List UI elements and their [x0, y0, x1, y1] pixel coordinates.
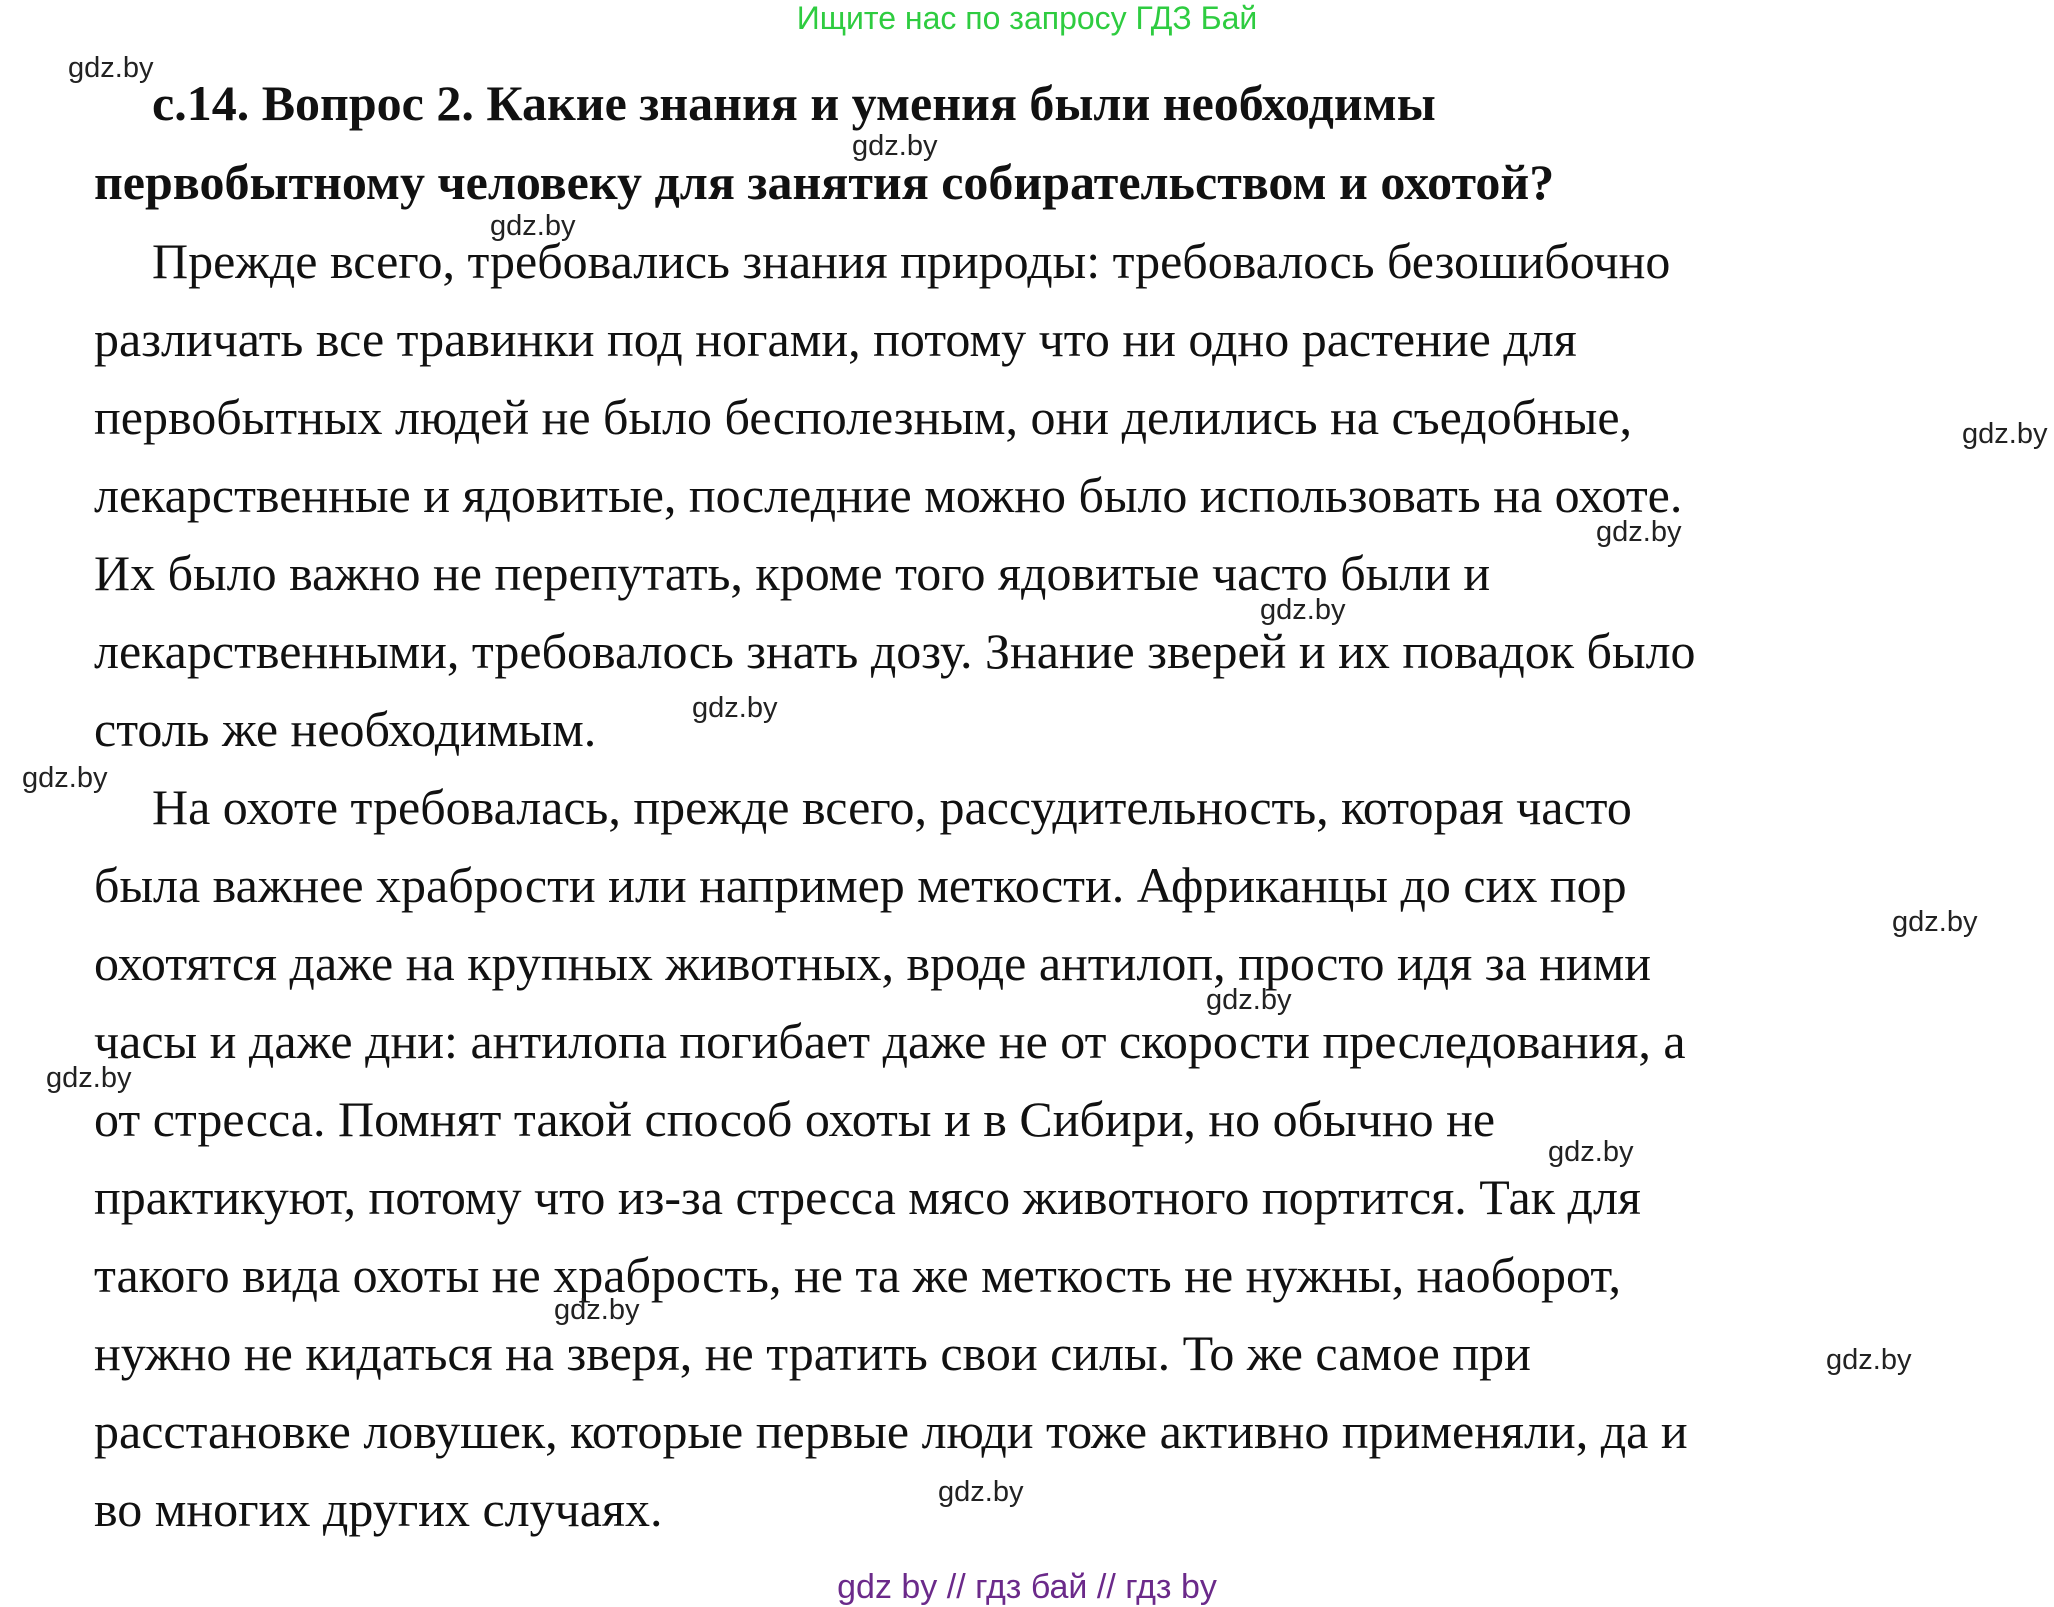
answer-line-4: лекарственные и ядовитые, последние можно было использовать на охоте.: [94, 467, 1683, 523]
answer-line-11: часы и даже дни: антилопа погибает даже не от скорости преследования, а: [94, 1013, 1686, 1069]
answer-line-6: лекарственными, требовалось знать дозу. Знание зверей и их повадок было: [94, 623, 1696, 679]
answer-line-9: была важнее храбрости или например меткости. Африканцы до сих пор: [94, 857, 1627, 913]
answer-line-17: во многих других случаях.: [94, 1481, 663, 1537]
watermark: gdz.by: [692, 692, 778, 724]
answer-line-2: различать все травинки под ногами, потому что ни одно растение для: [94, 311, 1577, 367]
answer-line-12: от стресса. Помнят такой способ охоты и в Сибири, но обычно не: [94, 1091, 1496, 1147]
watermark: gdz.by: [490, 210, 576, 242]
answer-line-10: охотятся даже на крупных животных, вроде антилоп, просто идя за ними: [94, 935, 1652, 991]
watermark: gdz.by: [554, 1294, 640, 1326]
question-title-line-2: первобытному человеку для занятия собирательством и охотой?: [94, 154, 1555, 210]
answer-line-14: такого вида охоты не храбрость, не та же меткость не нужны, наоборот,: [94, 1247, 1621, 1303]
answer-line-7: столь же необходимым.: [94, 701, 597, 757]
watermark: gdz.by: [1596, 516, 1682, 548]
watermark: gdz.by: [22, 762, 108, 794]
answer-line-3: первобытных людей не было бесполезным, они делились на съедобные,: [94, 389, 1633, 445]
answer-line-1: Прежде всего, требовались знания природы: требовалось безошибочно: [152, 233, 1671, 289]
watermark: gdz.by: [1548, 1136, 1634, 1168]
watermark: gdz.by: [1206, 984, 1292, 1016]
answer-line-13: практикуют, потому что из-за стресса мясо животного портится. Так для: [94, 1169, 1641, 1225]
watermark: gdz.by: [46, 1062, 132, 1094]
footer-links: gdz by // гдз бай // гдз by: [837, 1568, 1217, 1606]
watermark: gdz.by: [1260, 594, 1346, 626]
watermark: gdz.by: [938, 1476, 1024, 1508]
watermark: gdz.by: [68, 52, 154, 84]
question-title-line-1: с.14. Вопрос 2. Какие знания и умения были необходимы: [152, 75, 1436, 131]
answer-line-5: Их было важно не перепутать, кроме того ядовитые часто были и: [94, 545, 1491, 601]
watermark: gdz.by: [852, 130, 938, 162]
answer-line-8: На охоте требовалась, прежде всего, рассудительность, которая часто: [152, 779, 1632, 835]
answer-line-16: расстановке ловушек, которые первые люди тоже активно применяли, да и: [94, 1403, 1688, 1459]
site-banner: Ищите нас по запросу ГДЗ Бай: [796, 0, 1258, 36]
watermark: gdz.by: [1892, 906, 1978, 938]
answer-line-15: нужно не кидаться на зверя, не тратить свои силы. То же самое при: [94, 1325, 1531, 1381]
watermark: gdz.by: [1962, 418, 2048, 450]
watermark: gdz.by: [1826, 1344, 1912, 1376]
